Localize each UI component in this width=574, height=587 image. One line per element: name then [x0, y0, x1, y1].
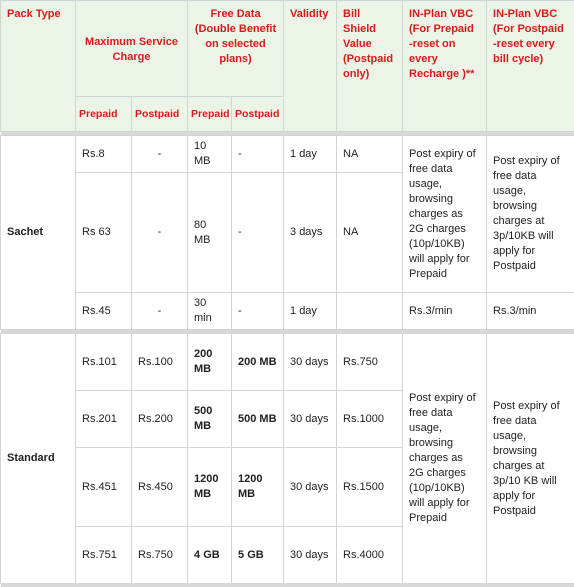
cell-data-postpaid: 500 MB — [232, 391, 284, 448]
cell-data-postpaid: 5 GB — [232, 527, 284, 584]
cell-vbc-prepaid-note: Post expiry of free data usage, browsing charges as 2G charges (10p/10KB) will apply for Prepaid — [403, 334, 487, 584]
cell-data-postpaid: 200 MB — [232, 334, 284, 391]
cell-bill-shield: Rs.1500 — [337, 448, 403, 527]
cell-bill-shield — [337, 293, 403, 330]
subheader-data-postpaid: Postpaid — [232, 97, 284, 132]
cell-bill-shield: Rs.750 — [337, 334, 403, 391]
section-separator — [1, 584, 574, 587]
cell-vbc-postpaid-note: Post expiry of free data usage, browsing charges at 3p/10KB will apply for Postpaid — [487, 136, 574, 293]
cell-msc-postpaid: - — [132, 293, 188, 330]
header-validity: Validity — [284, 1, 337, 132]
cell-msc-postpaid: Rs.200 — [132, 391, 188, 448]
cell-validity: 30 days — [284, 448, 337, 527]
pack-type-sachet: Sachet — [1, 136, 76, 330]
subheader-msc-postpaid: Postpaid — [132, 97, 188, 132]
cell-data-postpaid: - — [232, 293, 284, 330]
cell-msc-prepaid: Rs 63 — [76, 173, 132, 293]
cell-vbc-prepaid-note: Post expiry of free data usage, browsing charges as 2G charges (10p/10KB) will apply for Prepaid — [403, 136, 487, 293]
cell-validity: 30 days — [284, 391, 337, 448]
table-row — [1, 293, 574, 330]
subheader-msc-prepaid: Prepaid — [76, 97, 132, 132]
cell-bill-shield: NA — [337, 136, 403, 173]
cell-msc-prepaid: Rs.101 — [76, 334, 132, 391]
pack-type-standard: Standard — [1, 334, 76, 584]
cell-msc-postpaid: Rs.750 — [132, 527, 188, 584]
cell-data-prepaid: 200 MB — [188, 334, 232, 391]
cell-vbc-postpaid: Rs.3/min — [487, 293, 574, 330]
cell-bill-shield: NA — [337, 173, 403, 293]
cell-validity: 3 days — [284, 173, 337, 293]
subheader-data-prepaid: Prepaid — [188, 97, 232, 132]
cell-data-prepaid: 4 GB — [188, 527, 232, 584]
header-max-service-charge: Maximum Service Charge — [76, 1, 188, 97]
cell-msc-prepaid: Rs.8 — [76, 136, 132, 173]
cell-validity: 1 day — [284, 136, 337, 173]
cell-validity: 30 days — [284, 334, 337, 391]
header-bill-shield: Bill Shield Value (Postpaid only) — [337, 1, 403, 132]
cell-vbc-postpaid-note: Post expiry of free data usage, browsing charges at 3p/10 KB will apply for Postpaid — [487, 334, 574, 584]
cell-data-prepaid: 80 MB — [188, 173, 232, 293]
cell-msc-postpaid: - — [132, 136, 188, 173]
cell-data-prepaid: 500 MB — [188, 391, 232, 448]
cell-data-prepaid: 30 min — [188, 293, 232, 330]
cell-data-postpaid: - — [232, 136, 284, 173]
cell-bill-shield: Rs.4000 — [337, 527, 403, 584]
cell-msc-postpaid: Rs.450 — [132, 448, 188, 527]
cell-data-prepaid: 10 MB — [188, 136, 232, 173]
cell-msc-postpaid: Rs.100 — [132, 334, 188, 391]
table-row — [1, 334, 574, 391]
header-in-plan-vbc-postpaid: IN-Plan VBC (For Postpaid -reset every bill cycle) — [487, 1, 574, 132]
cell-msc-prepaid: Rs.45 — [76, 293, 132, 330]
cell-validity: 30 days — [284, 527, 337, 584]
cell-msc-prepaid: Rs.751 — [76, 527, 132, 584]
cell-msc-postpaid: - — [132, 173, 188, 293]
cell-validity: 1 day — [284, 293, 337, 330]
header-in-plan-vbc-prepaid: IN-Plan VBC (For Prepaid -reset on every Recharge )** — [403, 1, 487, 132]
cell-bill-shield: Rs.1000 — [337, 391, 403, 448]
header-free-data: Free Data (Double Benefit on selected plans) — [188, 1, 284, 97]
cell-msc-prepaid: Rs.201 — [76, 391, 132, 448]
cell-data-postpaid: - — [232, 173, 284, 293]
cell-vbc-prepaid: Rs.3/min — [403, 293, 487, 330]
cell-msc-prepaid: Rs.451 — [76, 448, 132, 527]
cell-data-prepaid: 1200 MB — [188, 448, 232, 527]
cell-data-postpaid: 1200 MB — [232, 448, 284, 527]
header-pack-type: Pack Type — [1, 1, 76, 132]
header-row — [1, 1, 574, 97]
table-row — [1, 136, 574, 173]
